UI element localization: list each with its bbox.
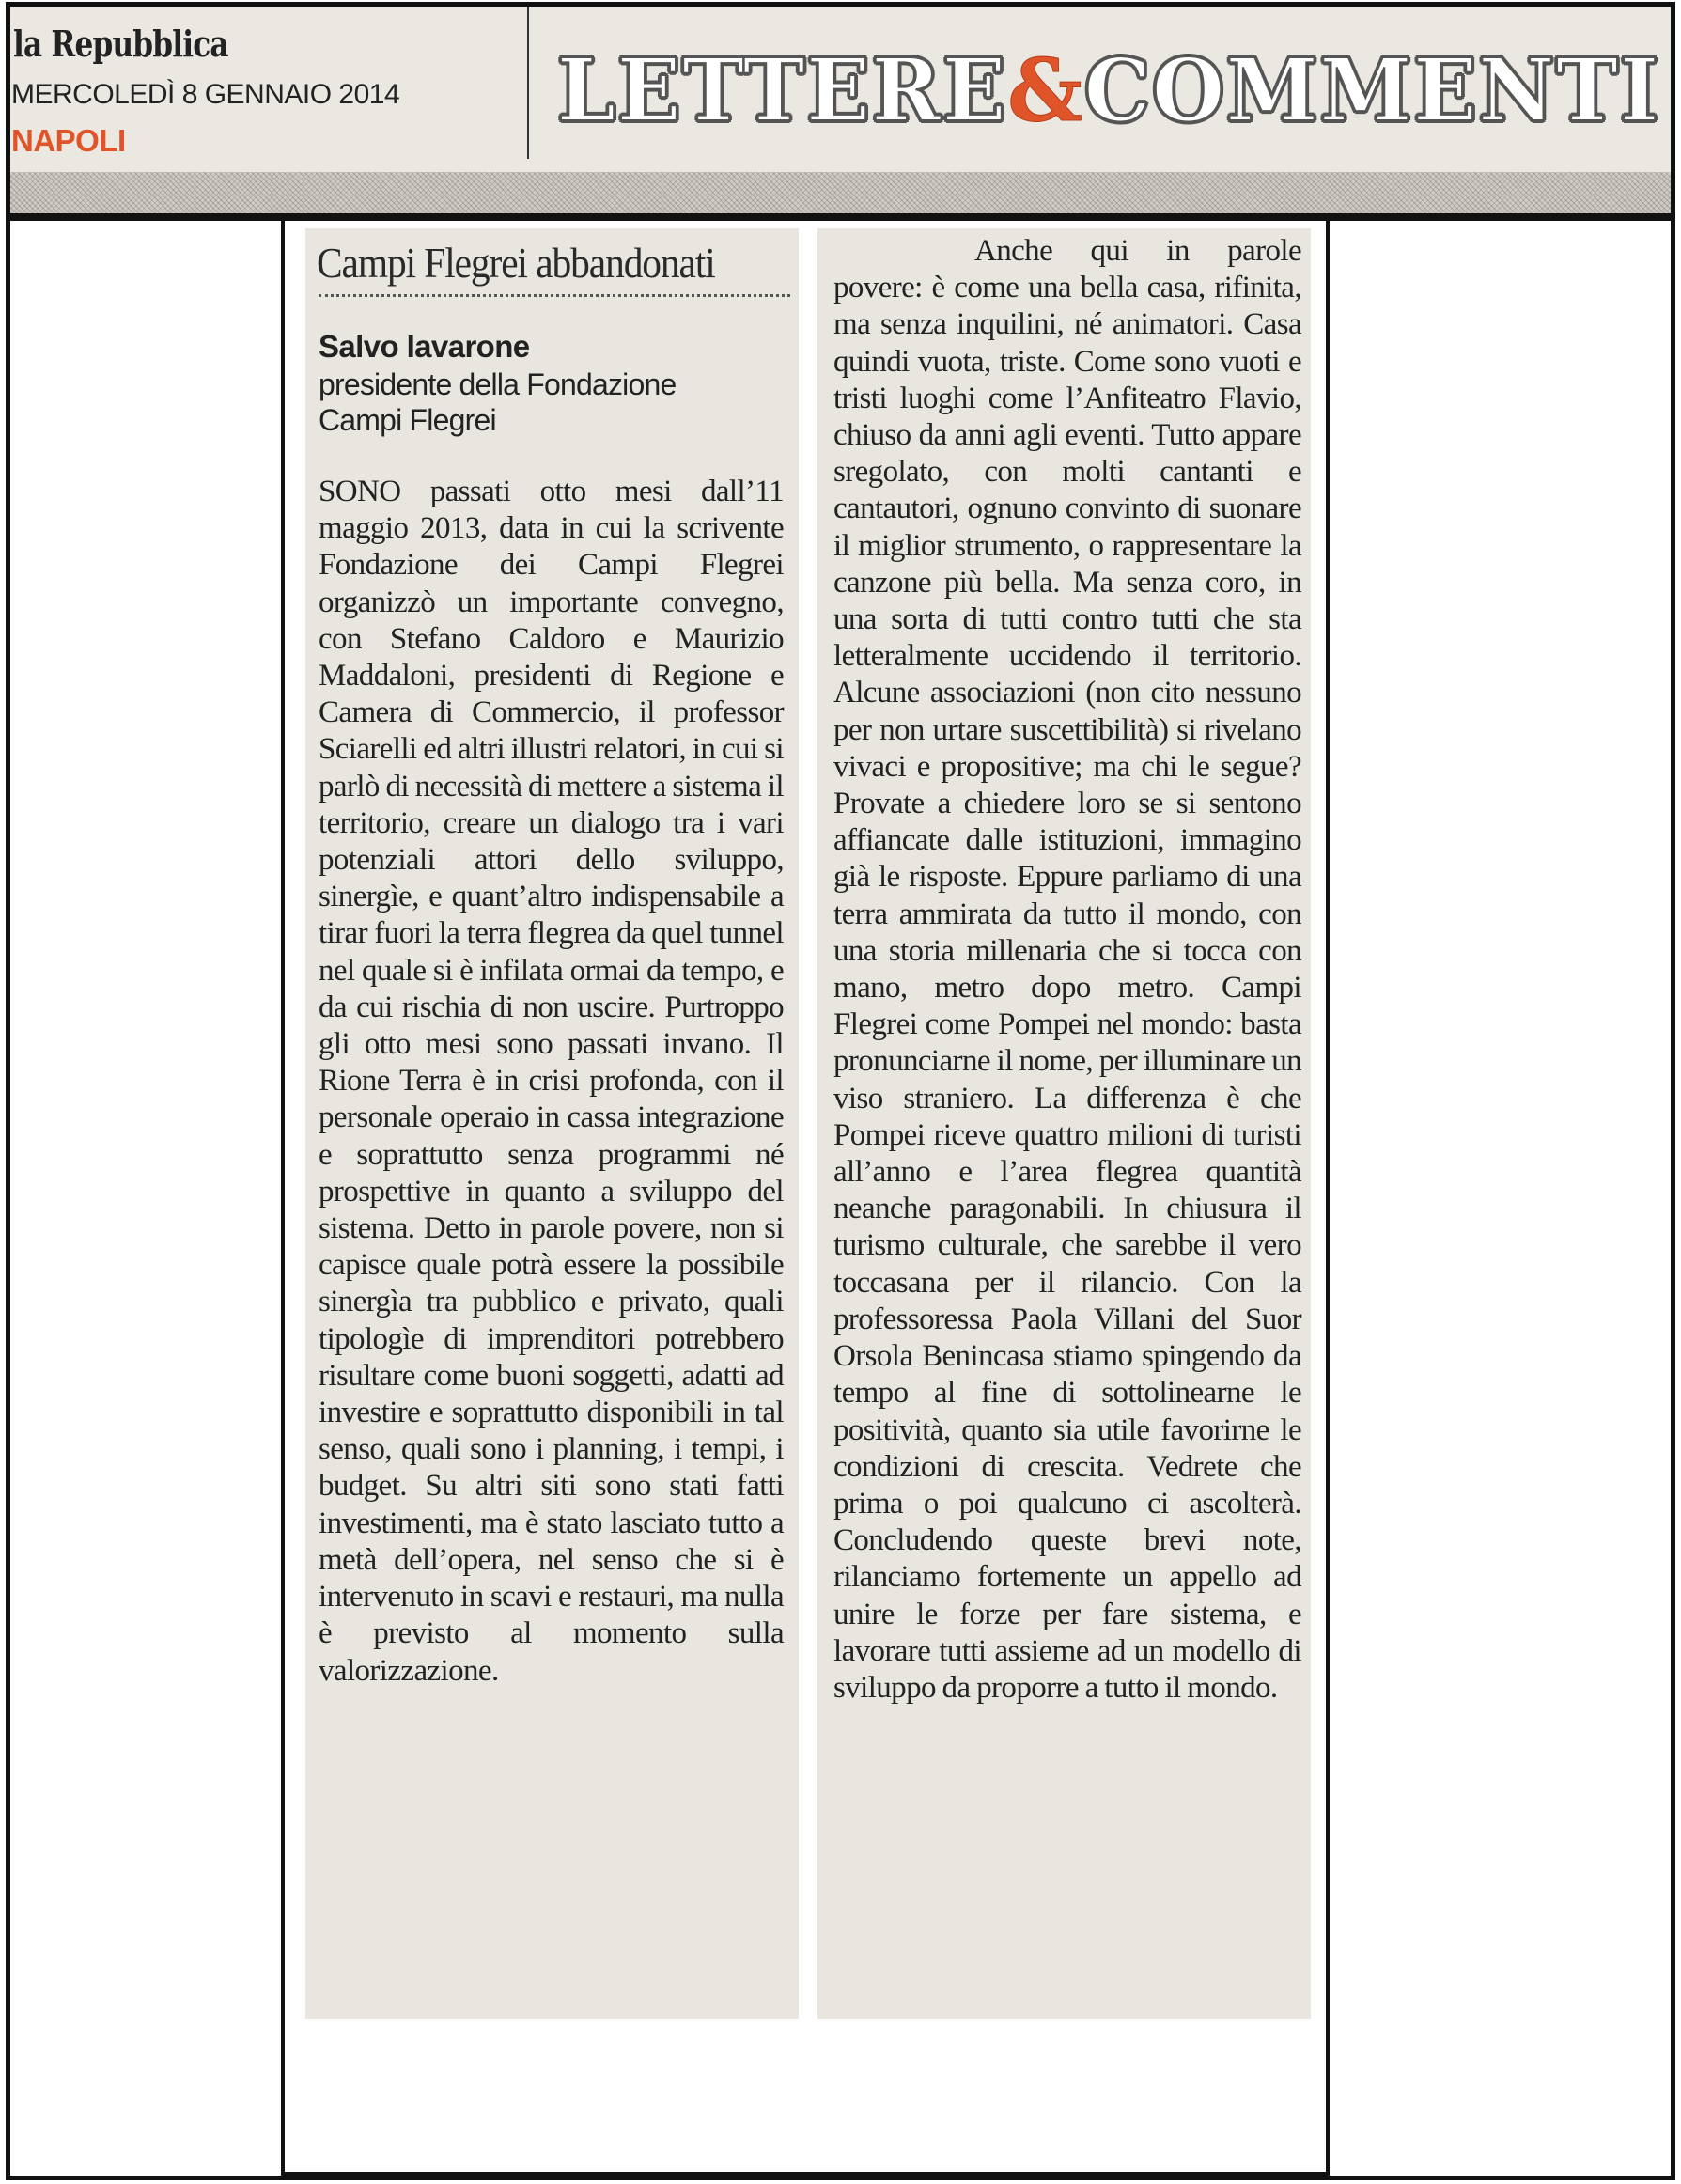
author-role: presidente della Fondazione Campi Flegrei bbox=[319, 367, 677, 437]
section-title-part1: LETTERE bbox=[557, 39, 1008, 141]
page-border bbox=[6, 2, 1675, 2180]
section-title-part2: COMMENTI bbox=[1083, 39, 1661, 141]
article-body-right: Anche qui in parole povere: è come una bella casa, rifinita, ma senza inquilini, né animatori. Casa quindi vuota, triste. Come sono vuoti e tristi luoghi come l’Anfiteatro Flavio, chiuso da anni agli eventi. Tutto appare sregolato, con molti cantanti e cantautori, ognuno convinto di suonare il miglior strumento, o rappresentare la canzone più bella. Ma senza coro, in una sorta di tutti contro tutti che sta letteralmente uccidendo il territorio. Alcune associazioni (non cito nessuno per non urtare suscettibilità) si rivelano vivaci e propositive; ma chi le segue? Provate a chiedere loro se si sentono affiancate dalle istituzioni, immagino già le risposte. Eppure parliamo di una terra ammirata da tutto il mondo, con una storia millenaria che si tocca con mano, metro dopo metro. Campi Flegrei come Pompei nel mondo: basta pronunciarne il nome, per illuminare un viso straniero. La differenza è che Pompei riceve quattro milioni di turisti all’anno e l’area flegrea quantità neanche paragonabili. In chiusura il turismo culturale, che sarebbe il vero toccasana per il rilancio. Con la professoressa Paola Villani del Suor Orsola Benincasa stiamo spingendo da tempo al fine di sottolinearne le positività, quanto sia utile favorirne le condizioni di crescita. Vedrete che prima o poi qualcuno ci ascolterà. Concludendo queste brevi note, rilanciamo fortemente un appello ad unire le forze per fare sistema, e lavorare tutti assieme ad un modello di sviluppo da proporre a tutto il mondo. bbox=[833, 234, 1301, 1705]
article-title: Campi Flegrei abbandonati bbox=[317, 239, 715, 287]
issue-date: MERCOLEDÌ 8 GENNAIO 2014 bbox=[11, 79, 400, 110]
edition-label: NAPOLI bbox=[11, 123, 126, 158]
masthead: la Repubblica bbox=[13, 23, 228, 65]
author-name: Salvo Iavarone bbox=[319, 329, 530, 364]
section-title-ampersand: & bbox=[1007, 39, 1084, 141]
article-body-left: SONO passati otto mesi dall’11 maggio 2013, data in cui la scrivente Fondazione dei Campi Flegrei organizzò un importante convegno, con Stefano Caldoro e Maurizio Maddaloni, presidenti di Regione e Camera di Commercio, il professor Sciarelli ed altri illustri relatori, in cui si parlò di necessità di mettere a sistema il territorio, creare un dialogo tra i vari potenziali attori dello sviluppo, sinergìe, e quant’altro indispensabile a tirar fuori la terra flegrea da quel tunnel nel quale si è infilata ormai da tempo, e da cui rischia di non uscire. Purtroppo gli otto mesi sono passati invano. Il Rione Terra è in crisi profonda, con il personale operaio in cassa integrazione e soprattutto senza programmi né prospettive in quanto a sviluppo del sistema. Detto in parole povere, non si capisce quale potrà essere la possibile sinergìa tra pubblico e privato, quali tipologìe di imprenditori potrebbero risultare come buoni soggetti, adatti ad investire e soprattutto disponibili in tal senso, quali sono i planning, i tempi, i budget. Su altri siti sono stati fatti investimenti, ma è stato lasciato tutto a metà dell’opera, nel senso che si è intervenuto in scavi e restauri, ma nulla è previsto al momento sulla valorizzazione. bbox=[319, 475, 784, 1688]
